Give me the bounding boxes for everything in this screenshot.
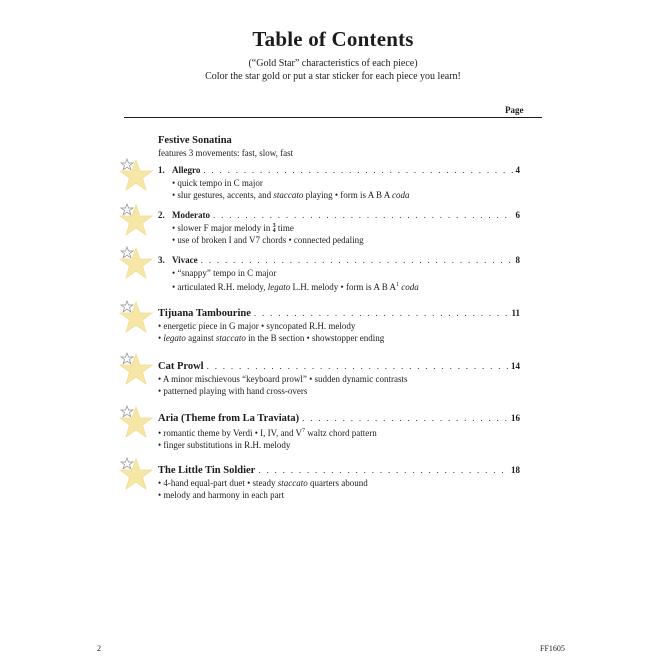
entry-heading	[158, 254, 520, 267]
star-icon	[118, 405, 154, 441]
detail-line: • energetic piece in G major • syncopated R.H. melody	[158, 321, 356, 331]
toc-entry-moderato[interactable]	[158, 209, 520, 246]
detail-line	[158, 332, 520, 344]
entry-heading	[158, 164, 520, 177]
star-icon	[118, 158, 154, 194]
detail-line: • A minor mischievous “keyboard prowl” • sudden dynamic contrasts	[158, 374, 408, 384]
text-run: waltz chord pattern	[305, 428, 377, 438]
toc-entry-allegro[interactable]	[158, 164, 520, 201]
text-run: •	[158, 333, 164, 343]
detail-line: • finger substitutions in R.H. melody	[158, 440, 291, 450]
text-run: • slower F major melody in	[172, 223, 273, 233]
text-run: • 4-hand equal-part duet • steady	[158, 478, 278, 488]
entry-details	[158, 267, 520, 293]
entry-heading	[158, 464, 520, 477]
movement-name: Allegro	[172, 165, 201, 175]
page-number: 6	[515, 210, 520, 220]
detail-line	[172, 189, 520, 201]
dot-leader	[254, 307, 509, 319]
page-number: 18	[511, 465, 520, 475]
dot-leader	[207, 360, 508, 372]
festive-features: features 3 movements: fast, slow, fast	[158, 148, 294, 158]
toc-entry-little-tin-soldier[interactable]	[158, 464, 520, 501]
detail-line: • use of broken I and V7 chords • connected pedaling	[172, 235, 364, 245]
italic-term: legato	[267, 282, 291, 292]
festive-title: Festive Sonatina	[158, 135, 232, 146]
italic-term: coda	[398, 282, 419, 292]
italic-term: staccato	[215, 333, 246, 343]
piece-name: Tijuana Tambourine	[158, 308, 251, 319]
header-rule	[124, 117, 542, 118]
dot-leader	[258, 464, 508, 476]
detail-line	[172, 279, 520, 293]
toc-entry-cat-prowl[interactable]	[158, 360, 520, 397]
text-run: • slur gestures, accents, and	[172, 190, 274, 200]
toc-entry-aria[interactable]	[158, 412, 520, 451]
text-run: • articulated R.H. melody,	[172, 282, 268, 292]
catalog-code: FF1605	[540, 644, 565, 653]
festive-sonatina-heading	[158, 135, 520, 159]
movement-number: 1.	[158, 165, 165, 175]
entry-heading	[158, 412, 520, 425]
dot-leader	[302, 412, 508, 424]
star-icon	[118, 457, 154, 493]
text-run: • romantic theme by Verdi • I, IV, and V	[158, 428, 303, 438]
detail-line: • quick tempo in C major	[172, 178, 263, 188]
dot-leader	[201, 254, 513, 266]
entry-heading	[158, 307, 520, 320]
piece-name: The Little Tin Soldier	[158, 465, 256, 476]
italic-term: staccato	[273, 190, 304, 200]
italic-term: legato	[163, 333, 186, 343]
time-sig-top: 3	[272, 222, 276, 229]
piece-name: Cat Prowl	[158, 361, 204, 372]
page-column-label: Page	[505, 105, 524, 115]
page-number: 11	[511, 308, 520, 318]
entry-heading	[158, 209, 520, 222]
entry-details	[158, 177, 520, 201]
detail-line: • melody and harmony in each part	[158, 490, 285, 500]
star-icon	[118, 352, 154, 388]
page-number: 16	[511, 413, 520, 423]
toc-entry-vivace[interactable]	[158, 254, 520, 293]
entry-details	[158, 222, 520, 246]
italic-term: staccato	[277, 478, 308, 488]
page-number: 8	[515, 255, 520, 265]
subtitle-line-2: Color the star gold or put a star sticker for each piece you learn!	[205, 71, 461, 82]
page-number: 14	[511, 361, 520, 371]
star-icon	[118, 203, 154, 239]
subtitle-line-1: (“Gold Star” characteristics of each piece)	[248, 58, 418, 69]
italic-term: coda	[392, 190, 410, 200]
dot-leader	[213, 209, 513, 221]
movement-number: 3.	[158, 255, 165, 265]
text-run: L.H. melody • form is A B A	[290, 282, 396, 292]
detail-line	[158, 425, 520, 439]
text-run: against	[185, 333, 216, 343]
entry-heading	[158, 360, 520, 373]
movement-number: 2.	[158, 210, 165, 220]
piece-name: Aria (Theme from La Traviata)	[158, 413, 300, 424]
detail-line	[158, 477, 520, 489]
text-run: time	[275, 223, 294, 233]
text-run: quarters abound	[307, 478, 368, 488]
superscript: 7	[302, 428, 306, 434]
page-number-footer: 2	[97, 644, 101, 653]
detail-line: • patterned playing with hand cross-overs	[158, 386, 308, 396]
detail-line: • “snappy” tempo in C major	[172, 268, 277, 278]
star-icon	[118, 300, 154, 336]
star-icon	[118, 246, 154, 282]
superscript: 1	[395, 282, 399, 288]
detail-line	[172, 222, 520, 234]
text-run: playing • form is A B A	[303, 190, 393, 200]
movement-name: Vivace	[172, 255, 198, 265]
page-title: Table of Contents	[252, 27, 414, 51]
text-run: in the B section • showstopper ending	[245, 333, 385, 343]
time-sig-bottom: 4	[272, 227, 276, 234]
page-number: 4	[515, 165, 520, 175]
movement-name: Moderato	[172, 210, 210, 220]
toc-entry-tijuana-tambourine[interactable]	[158, 307, 520, 344]
subtitle	[0, 57, 666, 83]
dot-leader	[203, 164, 512, 176]
